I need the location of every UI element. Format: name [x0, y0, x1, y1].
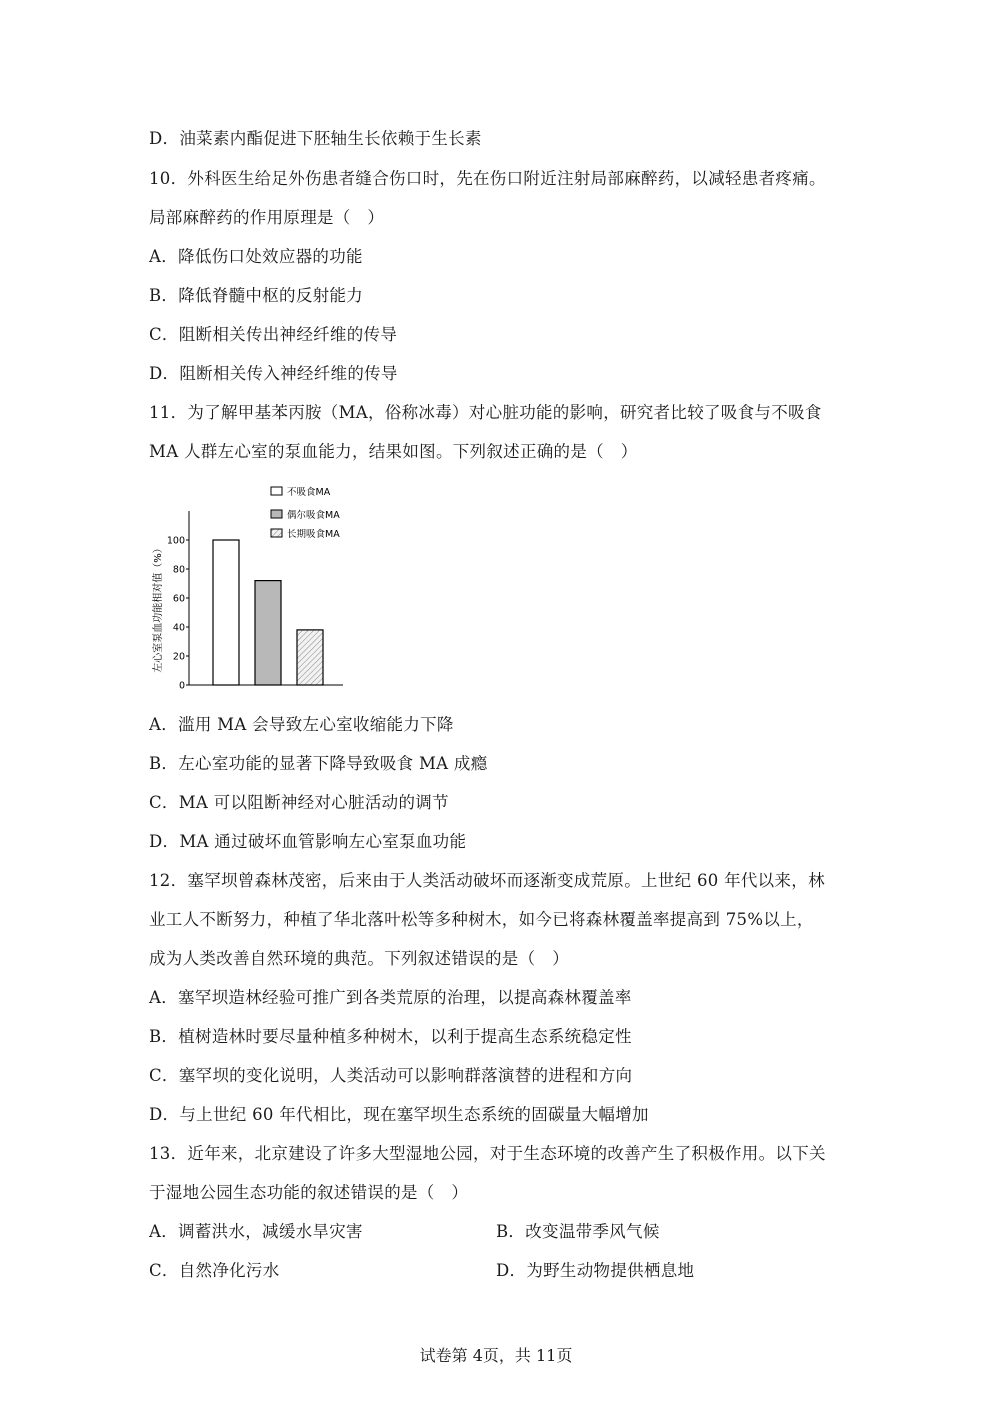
q12-stem-line2: 业工人不断努力，种植了华北落叶松等多种树木，如今已将森林覆盖率提高到 75%以上， [149, 910, 814, 929]
legend-label-1: 不吸食MA [287, 487, 331, 498]
q11-option-a: A．滥用 MA 会导致左心室收缩能力下降 [149, 715, 454, 734]
q10-option-b: B．降低脊髓中枢的反射能力 [149, 286, 364, 305]
q10-option-a: A．降低伤口处效应器的功能 [149, 247, 363, 266]
q12-option-c: C．塞罕坝的变化说明，人类活动可以影响群落演替的进程和方向 [149, 1066, 633, 1085]
bar-1 [213, 540, 239, 685]
q10-stem-line1: 10．外科医生给足外伤患者缝合伤口时，先在伤口附近注射局部麻醉药，以减轻患者疼痛。 [149, 169, 826, 188]
q11-option-c: C．MA 可以阻断神经对心脏活动的调节 [149, 793, 449, 812]
q11-stem-line2: MA 人群左心室的泵血能力，结果如图。下列叙述正确的是（ ） [149, 442, 638, 461]
bar-2 [255, 581, 281, 685]
legend-swatch-2 [271, 510, 282, 518]
legend-swatch-1 [271, 487, 282, 495]
legend-label-3: 长期吸食MA [287, 529, 340, 540]
y-tick-label-80: 80 [172, 564, 185, 576]
q10-stem-line2: 局部麻醉药的作用原理是（ ） [149, 208, 385, 227]
q13-option-c: C．自然净化污水 [149, 1261, 280, 1280]
q12-stem-line1: 12．塞罕坝曾森林茂密，后来由于人类活动破坏而逐渐变成荒原。上世纪 60 年代以来，林 [149, 871, 825, 890]
q13-option-a: A．调蓄洪水，减缓水旱灾害 [149, 1222, 363, 1241]
q9-option-d: D．油菜素内酯促进下胚轴生长依赖于生长素 [149, 129, 482, 148]
q12-option-a: A．塞罕坝造林经验可推广到各类荒原的治理，以提高森林覆盖率 [149, 988, 632, 1007]
q13-option-d: D．为野生动物提供栖息地 [496, 1261, 695, 1280]
y-tick-label-60: 60 [172, 593, 185, 605]
q12-option-b: B．植树造林时要尽量种植多种树木，以利于提高生态系统稳定性 [149, 1027, 632, 1046]
chart-y-axis-label: 左心室泵血功能相对值（%） [153, 543, 164, 673]
page-footer: 试卷第 4页，共 11页 [419, 1346, 573, 1365]
y-tick-label-100: 100 [166, 535, 185, 547]
q12-option-d: D．与上世纪 60 年代相比，现在塞罕坝生态系统的固碳量大幅增加 [149, 1105, 649, 1124]
y-tick-label-20: 20 [172, 651, 185, 663]
y-tick-label-0: 0 [178, 680, 185, 692]
chart-bars [213, 540, 323, 685]
q10-option-c: C．阻断相关传出神经纤维的传导 [149, 325, 398, 344]
bar-3 [297, 630, 323, 685]
q11-stem-line1: 11．为了解甲基苯丙胺（MA，俗称冰毒）对心脏功能的影响，研究者比较了吸食与不吸食 [149, 403, 822, 422]
chart-legend [271, 486, 340, 540]
legend-label-2: 偶尔吸食MA [287, 510, 340, 521]
q13-option-b: B．改变温带季风气候 [496, 1222, 660, 1241]
legend-swatch-3 [271, 529, 282, 537]
y-tick-label-40: 40 [172, 622, 185, 634]
q11-option-b: B．左心室功能的显著下降导致吸食 MA 成瘾 [149, 754, 488, 773]
ma-bar-chart [149, 478, 369, 700]
q13-stem-line1: 13．近年来，北京建设了许多大型湿地公园，对于生态环境的改善产生了积极作用。以下关 [149, 1144, 826, 1163]
q13-stem-line2: 于湿地公园生态功能的叙述错误的是（ ） [149, 1183, 469, 1202]
q12-stem-line3: 成为人类改善自然环境的典范。下列叙述错误的是（ ） [149, 949, 569, 968]
q10-option-d: D．阻断相关传入神经纤维的传导 [149, 364, 398, 383]
q11-option-d: D．MA 通过破坏血管影响左心室泵血功能 [149, 832, 467, 851]
